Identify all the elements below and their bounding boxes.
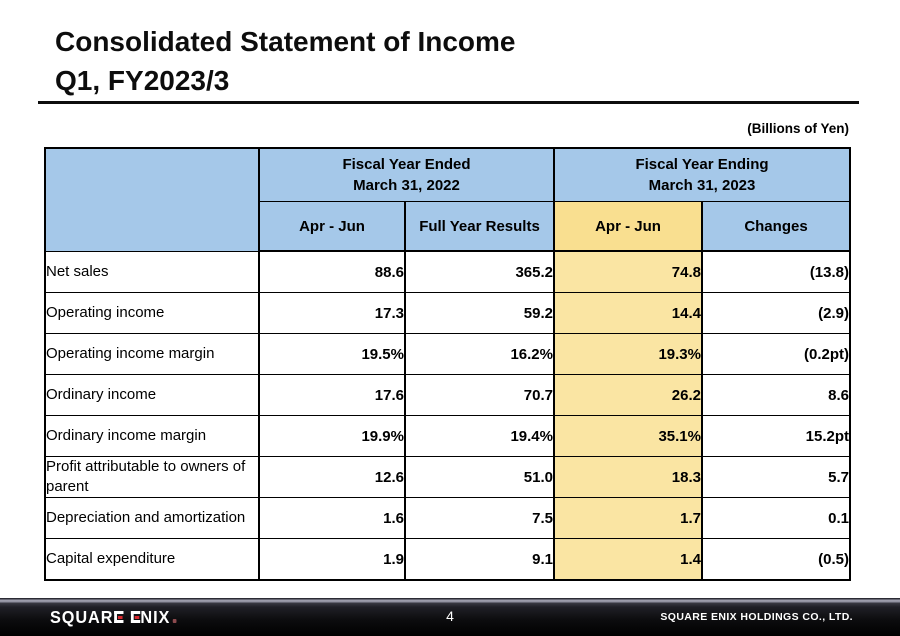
cell-value: 17.3	[259, 293, 405, 334]
page-title-line2: Q1, FY2023/3	[55, 65, 230, 96]
cell-value: 1.6	[259, 498, 405, 539]
cell-value-highlighted: 18.3	[554, 457, 702, 498]
col-header-changes: Changes	[702, 202, 850, 252]
cell-value: 19.5%	[259, 334, 405, 375]
cell-value: 365.2	[405, 251, 554, 293]
title-underline	[38, 101, 859, 104]
col-group-fy2023	[554, 148, 850, 202]
row-label: Ordinary income margin	[45, 416, 259, 457]
table-row-operating-income	[45, 293, 850, 334]
row-label: Ordinary income	[45, 375, 259, 416]
cell-value: 7.5	[405, 498, 554, 539]
cell-value: 19.4%	[405, 416, 554, 457]
col-header-full-year: Full Year Results	[405, 202, 554, 252]
table-row-profit-attributable	[45, 457, 850, 498]
cell-value-highlighted: 1.4	[554, 539, 702, 581]
cell-value: 19.9%	[259, 416, 405, 457]
col-group-fy2023-line1: Fiscal Year Ending	[635, 156, 769, 173]
cell-value-highlighted: 35.1%	[554, 416, 702, 457]
col-header-aprjun-2023: Apr - Jun	[554, 202, 702, 252]
page-number: 4	[446, 608, 454, 624]
col-group-fy2022-line1: Fiscal Year Ended	[342, 156, 471, 173]
cell-value: (2.9)	[702, 293, 850, 334]
cell-value: 15.2pt	[702, 416, 850, 457]
cell-value: 0.1	[702, 498, 850, 539]
cell-value-highlighted: 26.2	[554, 375, 702, 416]
cell-value: (0.5)	[702, 539, 850, 581]
cell-value: (0.2pt)	[702, 334, 850, 375]
table-row-capital-expenditure	[45, 539, 850, 581]
col-group-fy2022-line2: March 31, 2022	[353, 177, 460, 194]
cell-value: (13.8)	[702, 251, 850, 293]
row-label: Depreciation and amortization	[45, 498, 259, 539]
corner-cell	[45, 148, 259, 251]
col-group-fy2023-line2: March 31, 2023	[648, 177, 756, 194]
row-label: Net sales	[45, 251, 259, 293]
row-label: Capital expenditure	[45, 539, 259, 581]
group-header-row	[45, 148, 850, 202]
col-header-aprjun-2022: Apr - Jun	[259, 202, 405, 252]
cell-value-highlighted: 19.3%	[554, 334, 702, 375]
cell-value: 8.6	[702, 375, 850, 416]
logo-text-squar: SQUAR	[50, 607, 114, 627]
cell-value: 88.6	[259, 251, 405, 293]
cell-value-highlighted: 14.4	[554, 293, 702, 334]
table-row-depreciation	[45, 498, 850, 539]
cell-value: 9.1	[405, 539, 554, 581]
cell-value-highlighted: 74.8	[554, 251, 702, 293]
table-row-ordinary-income	[45, 375, 850, 416]
cell-value: 70.7	[405, 375, 554, 416]
logo-text-nix: NIX	[140, 607, 171, 627]
company-name: SQUARE ENIX HOLDINGS CO., LTD.	[660, 611, 853, 623]
table-row-ordinary-income-margin	[45, 416, 850, 457]
table-row-net-sales	[45, 251, 850, 293]
row-label: Operating income	[45, 293, 259, 334]
cell-value: 1.9	[259, 539, 405, 581]
page-title-line1: Consolidated Statement of Income	[55, 26, 516, 57]
cell-value: 59.2	[405, 293, 554, 334]
cell-value: 12.6	[259, 457, 405, 498]
cell-value: 51.0	[405, 457, 554, 498]
row-label: Profit attributable to owners of parent	[45, 457, 259, 498]
page-title	[55, 22, 516, 100]
footer-bar	[0, 598, 900, 636]
cell-value: 17.6	[259, 375, 405, 416]
cell-value: 16.2%	[405, 334, 554, 375]
cell-value-highlighted: 1.7	[554, 498, 702, 539]
row-label: Operating income margin	[45, 334, 259, 375]
col-group-fy2022	[259, 148, 554, 202]
table-row-operating-income-margin	[45, 334, 850, 375]
cell-value: 5.7	[702, 457, 850, 498]
income-statement-table	[44, 147, 851, 581]
units-note: (Billions of Yen)	[747, 121, 849, 136]
